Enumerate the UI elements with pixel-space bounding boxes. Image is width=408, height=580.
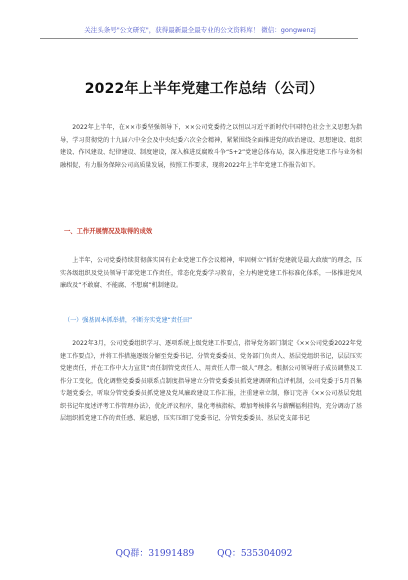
footer-qq-group: QQ群：31991489 — [115, 549, 195, 559]
subsection-heading: （一）强基固本抓举措，不断夯实党建“责任田” — [64, 317, 193, 324]
banner-text[interactable]: 关注头条号"公文研究"，获得最新最全最专业的公文资料库！ 微信：gongwenzj — [84, 26, 316, 34]
section-paragraph: 上半年，公司党委持续贯彻落实国有企业党建工作会议精神，牢固树立“抓好党建就是最大政绩”的理念，压实各级组织及党员领导干部党建工作责任，常态化党委学习教育，全力构建党建工作标准化体系，一体推进党风廉政及“不敢腐、不能腐、不想腐”机制建设。 — [60, 257, 362, 289]
document-title: 2022年上半年党建工作总结（公司） — [84, 81, 324, 97]
subsection-paragraph: 2022年3月，公司党委组织学习、逐项系统上级党建工作要点，指导党务部门制定《××公司党委2022年党建工作要点》，并将工作措施逐级分解至党委书记、分管党委委员、党务部门负责人、基层党组织书记，层层压实党建责任，并在工作中大力宣贯“责任制管党责任人、用责任人带一级人”理念。根据公司领导班子成员调整及工作分工变化，优化调整党委委员联系点制度指导建立分管党委委员抓党建调研和点评机制，公司党委于5月召集专题党委会，听取分管党委委员抓党建及党风廉政建设工作汇报，注重建章立制，修订完善《××公司基层党组织书记年度述评考工作管理办法》，优化评议程序，量化考核指标，增加考核排名与薪酬福利挂钩，充分调动了基层组织抓党建工作的责任感、紧迫感，压实压细了党委书记、分管党委委员、基层党支部书记 — [60, 340, 362, 422]
header-divider — [40, 38, 358, 39]
intro-paragraph: 2022年上半年，在××市委坚强领导下，××公司党委持之以恒以习近平新时代中国特色社会主义思想为指导，学习贯彻党的十九届六中全会及中央纪委六次全会精神，紧紧围绕全面推进党的政治建设、思想建设、组织建设、作风建设、纪律建设、制度建设，深入推进反腐败斗争“5+2”党建总体布局，深入推进党建工作与业务相融相促，有力服务保障公司高质量发展，按照工作要求，现将2022年上半年党建工作报告如下。 — [60, 124, 362, 169]
footer-contact — [0, 546, 408, 559]
section-heading: 一、工作开展情况及取得的成效 — [64, 228, 153, 235]
footer-qq: QQ：535304092 — [217, 549, 293, 559]
